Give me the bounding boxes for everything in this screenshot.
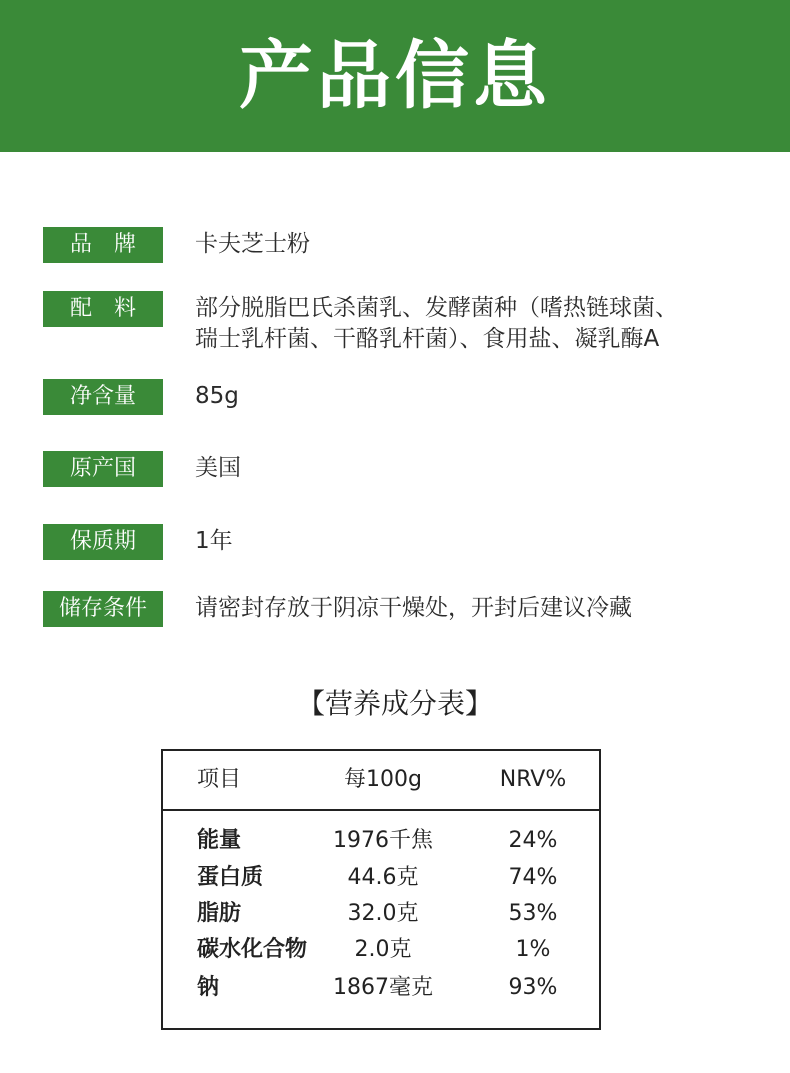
row-amount: 1976千焦	[333, 828, 433, 853]
ingredients-value	[195, 293, 765, 355]
storage-label: 储存条件	[43, 591, 163, 627]
row-nrv: 93%	[508, 975, 558, 1000]
storage-value: 请密封存放于阴凉干燥处，开封后建议冷藏	[195, 595, 632, 621]
row-name: 蛋白质	[197, 865, 264, 890]
page-header	[0, 0, 790, 152]
origin-value: 美国	[195, 455, 241, 481]
ingredients-line-1: 部分脱脂巴氏杀菌乳、发酵菌种（嗜热链球菌、	[195, 295, 678, 321]
ingredients-line-2: 瑞士乳杆菌、干酪乳杆菌）、食用盐、凝乳酶A	[195, 326, 660, 352]
net-content-label: 净含量	[43, 379, 163, 415]
row-amount: 1867毫克	[333, 975, 433, 1000]
header-item: 项目	[197, 767, 242, 792]
brand-value: 卡夫芝士粉	[195, 231, 310, 257]
row-amount: 44.6克	[347, 865, 419, 890]
row-nrv: 1%	[515, 937, 551, 962]
brand-label: 品 牌	[43, 227, 163, 263]
row-name: 钠	[197, 975, 220, 1000]
page-title: 产品信息	[239, 33, 551, 119]
row-nrv: 74%	[508, 865, 558, 890]
origin-label: 原产国	[43, 451, 163, 487]
row-amount: 2.0克	[354, 937, 412, 962]
shelf-life-label: 保质期	[43, 524, 163, 560]
row-nrv: 53%	[508, 901, 558, 926]
row-name: 能量	[197, 828, 242, 853]
ingredients-label: 配 料	[43, 291, 163, 327]
row-amount: 32.0克	[347, 901, 419, 926]
nutrition-table	[161, 749, 601, 1030]
row-nrv: 24%	[508, 828, 558, 853]
header-per-100g: 每100g	[344, 767, 422, 792]
row-name: 脂肪	[197, 901, 242, 926]
header-nrv: NRV%	[499, 767, 567, 792]
shelf-life-value: 1年	[195, 528, 233, 554]
nutrition-table-header	[163, 751, 599, 811]
row-name: 碳水化合物	[197, 937, 308, 962]
net-content-value: 85g	[195, 383, 239, 409]
nutrition-table-title: 【营养成分表】	[296, 687, 493, 720]
